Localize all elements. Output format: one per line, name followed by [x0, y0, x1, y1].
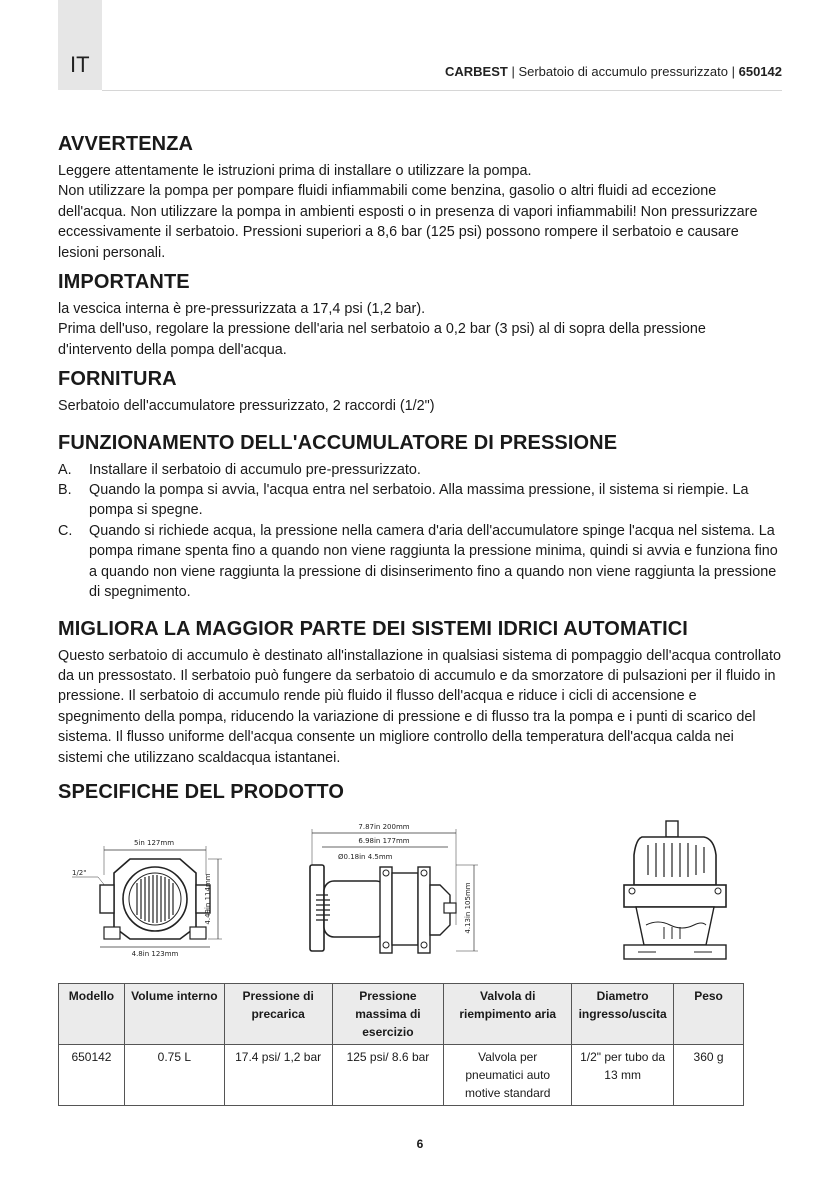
supply-title: FORNITURA: [58, 368, 177, 391]
side-total-label: 7.87in 200mm: [358, 823, 410, 831]
front-width-label: 5in 127mm: [133, 839, 175, 847]
important-paragraph: la vescica interna è pre-pressurizzata a 17,4 psi (1,2 bar).: [58, 301, 426, 318]
step-marker: C.: [58, 522, 73, 539]
column-header: Modello: [59, 984, 125, 1045]
column-header: Diametro ingresso/uscita: [572, 984, 674, 1045]
header-separator: |: [507, 64, 519, 79]
warning-title: AVVERTENZA: [58, 133, 194, 155]
step-text: Quando si richiede acqua, la pressione nella camera d'aria dell'accumulatore spinge l'acqua nel sistema. La pompa rimane spenta fino a quando non viene raggiunta la pressione minima, quindi si avvia e funziona fino a quando non viene raggiunta la pressione di disinserimento fino a quando non viene raggiunta la pressione di spegnimento.: [89, 522, 778, 601]
operation-section: [58, 431, 782, 603]
list-item: [58, 460, 782, 480]
list-item: [58, 480, 782, 521]
front-height-label: 4.49in 114mm: [204, 873, 212, 925]
list-item: [58, 521, 782, 603]
step-text: Installare il serbatoio di accumulo pre-pressurizzato.: [89, 461, 421, 478]
step-text: Quando la pompa si avvia, l'acqua entra nel serbatoio. Alla massima pressione, il sistema si riempie. La pompa si spegne.: [89, 482, 749, 519]
header-separator: |: [728, 64, 739, 79]
warning-section: [58, 132, 782, 263]
improves-section: [58, 617, 782, 768]
side-view-drawing: [310, 823, 478, 953]
column-header: Pressione di precarica: [224, 984, 332, 1045]
side-body-label: 6.98in 177mm: [358, 837, 410, 845]
warning-paragraph: Non utilizzare la pompa per pompare fluidi infiammabili come benzina, gasolio o altri fluidi ad eccezione dell'acqua. Non utilizzare la pompa in ambienti esposti o in presenza di vapori infiammabili! Non pressurizzare eccessivamente il serbatoio. Pressioni superiori a 8,6 bar (125 psi) possono rompere il serbatoio e causare lesioni personali.: [58, 183, 758, 261]
front-view-drawing: [72, 839, 222, 958]
operation-title: FUNZIONAMENTO DELL'ACCUMULATORE DI PRESSIONE: [58, 431, 618, 454]
supply-paragraph: Serbatoio dell'accumulatore pressurizzato, 2 raccordi (1/2"): [58, 398, 435, 415]
improves-paragraph: Questo serbatoio di accumulo è destinato all'installazione in qualsiasi sistema di pompaggio dell'acqua controllato da un pressostato. Il serbatoio può fungere da serbatoio di accumulo e da smorzatore di pulsazioni per il fluido in pressione. Il serbatoio di accumulo rende più fluido il flusso dell'acqua e riduce i cicli di accensione e spegnimento della pompa, riducendo la variazione di pressione e di flusso tra la pompa e i punti di scarico del sistema. Il flusso uniforme dell'acqua consente un migliore controllo della temperatura dell'acqua calda nei sistemi che utilizzano scaldacqua istantanei.: [58, 647, 782, 766]
step-marker: B.: [58, 482, 72, 499]
warning-paragraph: Leggere attentamente le istruzioni prima di installare o utilizzare la pompa.: [58, 163, 532, 179]
language-code: IT: [70, 52, 90, 77]
side-hole-label: Ø0.18in 4.5mm: [338, 853, 393, 861]
specs-title: SPECIFICHE DEL PRODOTTO: [58, 780, 345, 803]
table-cell: 650142: [59, 1045, 125, 1106]
main-content: [58, 132, 782, 811]
cutaway-view-drawing: [624, 821, 726, 959]
supply-section: [58, 367, 782, 416]
specs-table: [58, 983, 744, 1106]
header-product: Serbatoio di accumulo pressurizzato: [518, 64, 728, 79]
important-paragraph: Prima dell'uso, regolare la pressione dell'aria nel serbatoio a 0,2 bar (3 psi) al di sopra della pressione d'intervento della pompa dell'acqua.: [58, 321, 706, 358]
header-code: 650142: [738, 64, 782, 79]
important-title: IMPORTANTE: [58, 271, 190, 294]
page-header: [102, 64, 782, 79]
header-divider: [102, 90, 782, 91]
column-header: Volume interno: [124, 984, 224, 1045]
table-cell: 1/2" per tubo da 13 mm: [572, 1045, 674, 1106]
table-cell: Valvola per pneumatici auto motive standard: [444, 1045, 572, 1106]
important-section: [58, 270, 782, 360]
front-base-label: 4.8in 123mm: [131, 950, 179, 958]
column-header: Pressione massima di esercizio: [332, 984, 444, 1045]
technical-drawings: [58, 815, 782, 975]
page-number: 6: [416, 1137, 424, 1151]
fitting-label: 1/2": [72, 869, 87, 877]
table-header-row: [59, 984, 744, 1045]
table-cell: 360 g: [674, 1045, 744, 1106]
operation-steps: [58, 460, 782, 603]
improves-title: MIGLIORA LA MAGGIOR PARTE DEI SISTEMI IDRICI AUTOMATICI: [58, 617, 688, 640]
header-brand: CARBEST: [444, 64, 508, 79]
specs-section: [58, 780, 782, 804]
table-cell: 17.4 psi/ 1,2 bar: [224, 1045, 332, 1106]
column-header: Valvola di riempimento aria: [444, 984, 572, 1045]
table-cell: 125 psi/ 8.6 bar: [332, 1045, 444, 1106]
step-marker: A.: [58, 461, 72, 478]
table-cell: 0.75 L: [124, 1045, 224, 1106]
column-header: Peso: [674, 984, 744, 1045]
language-tab: [58, 0, 102, 90]
drawings-svg: [58, 815, 782, 975]
side-height-label: 4.13in 105mm: [464, 882, 472, 934]
table-row: [59, 1045, 744, 1106]
